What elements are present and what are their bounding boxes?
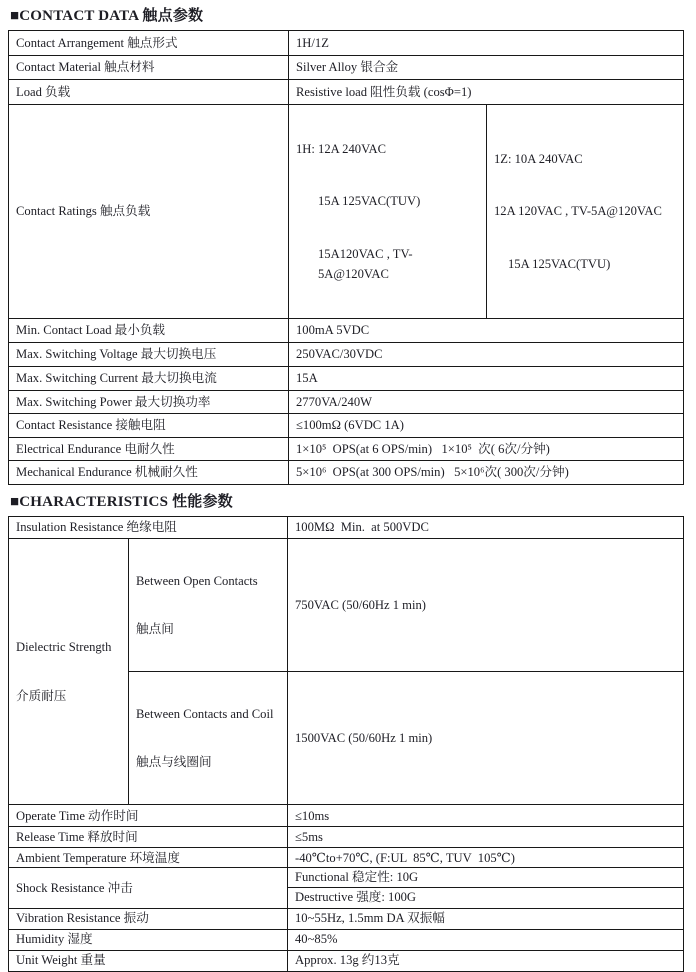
table-row — [9, 413, 684, 437]
table-row — [9, 56, 684, 80]
row-label: Ambient Temperature 环境温度 — [9, 848, 288, 868]
row-label: Contact Arrangement 触点形式 — [9, 31, 289, 56]
section-title-characteristics: ■CHARACTERISTICS 性能参数 — [10, 493, 233, 510]
row-value: ≤5ms — [288, 827, 684, 848]
dielectric-strength-label — [9, 538, 129, 804]
between-open-contacts-zh: 触点间 — [136, 622, 174, 637]
ratings-1h-line: 15A 125VAC(TUV) — [318, 194, 421, 209]
row-value: 1500VAC (50/60Hz 1 min) — [288, 672, 684, 805]
row-value: ≤100mΩ (6VDC 1A) — [289, 413, 684, 437]
between-contacts-coil-label — [129, 672, 288, 805]
row-value: 100mA 5VDC — [289, 318, 684, 342]
table-row — [9, 342, 684, 366]
table-row — [9, 318, 684, 342]
row-label: Unit Weight 重量 — [9, 950, 288, 971]
table-row-dielectric-open — [9, 538, 684, 671]
row-value: 2770VA/240W — [289, 390, 684, 413]
table-row — [9, 950, 684, 971]
row-label: Min. Contact Load 最小负载 — [9, 318, 289, 342]
row-label: Contact Ratings 触点负载 — [9, 105, 289, 319]
dielectric-strength-label-zh: 介质耐压 — [16, 688, 67, 703]
row-value: -40℃to+70℃, (F:UL 85℃, TUV 105℃) — [288, 848, 684, 868]
row-value: 100MΩ Min. at 500VDC — [288, 516, 684, 538]
shock-functional-value: Functional 稳定性: 10G — [288, 868, 684, 887]
row-value: Silver Alloy 银合金 — [289, 56, 684, 80]
table-row — [9, 827, 684, 848]
shock-resistance-label: Shock Resistance 冲击 — [9, 868, 288, 908]
page — [0, 4, 696, 972]
ratings-1z-line: 12A 120VAC , TV-5A@120VAC — [494, 204, 662, 219]
section-title-contact-data: ■CONTACT DATA 触点参数 — [10, 8, 204, 24]
table-row — [9, 929, 684, 950]
row-value: 250VAC/30VDC — [289, 342, 684, 366]
table-row-contact-ratings — [9, 105, 684, 319]
between-open-contacts-label — [129, 538, 288, 671]
table-row — [9, 437, 684, 460]
row-label: Insulation Resistance 绝缘电阻 — [9, 516, 288, 538]
row-label: Max. Switching Voltage 最大切换电压 — [9, 342, 289, 366]
row-label: Humidity 湿度 — [9, 929, 288, 950]
table-row — [9, 848, 684, 868]
contact-data-table — [8, 30, 684, 485]
table-row — [9, 390, 684, 413]
row-value: 1H/1Z — [289, 31, 684, 56]
table-row — [9, 31, 684, 56]
row-label: Max. Switching Current 最大切换电流 — [9, 366, 289, 390]
table-row — [9, 366, 684, 390]
row-value: 15A — [289, 366, 684, 390]
row-label: Load 负载 — [9, 80, 289, 105]
row-label: Max. Switching Power 最大切换功率 — [9, 390, 289, 413]
between-open-contacts-en: Between Open Contacts — [136, 573, 258, 588]
between-contacts-coil-en: Between Contacts and Coil — [136, 706, 274, 721]
row-label: Release Time 释放时间 — [9, 827, 288, 848]
ratings-1h-line: 1H: 12A 240VAC — [296, 141, 387, 156]
shock-destructive-value: Destructive 强度: 100G — [288, 887, 684, 908]
table-row — [9, 516, 684, 538]
row-label: Contact Material 触点材料 — [9, 56, 289, 80]
row-value: 750VAC (50/60Hz 1 min) — [288, 538, 684, 671]
row-label: Operate Time 动作时间 — [9, 805, 288, 827]
dielectric-strength-label-en: Dielectric Strength — [16, 640, 112, 655]
ratings-1h-cell — [289, 105, 487, 319]
characteristics-table — [8, 516, 684, 972]
row-value: Approx. 13g 约13克 — [288, 950, 684, 971]
row-label: Electrical Endurance 电耐久性 — [9, 437, 289, 460]
row-label: Mechanical Endurance 机械耐久性 — [9, 460, 289, 484]
between-contacts-coil-zh: 触点与线圈间 — [136, 755, 212, 770]
table-row-shock-functional — [9, 868, 684, 887]
ratings-1z-line: 1Z: 10A 240VAC — [494, 151, 583, 166]
table-row — [9, 908, 684, 929]
ratings-1h-line: 15A120VAC , TV-5A@120VAC — [318, 247, 413, 282]
row-value: 5×10⁶ OPS(at 300 OPS/min) 5×10⁶次( 300次/分钟) — [289, 460, 684, 484]
row-value: ≤10ms — [288, 805, 684, 827]
ratings-1z-cell — [487, 105, 684, 319]
row-value: Resistive load 阻性负载 (cosΦ=1) — [289, 80, 684, 105]
row-label: Contact Resistance 接触电阻 — [9, 413, 289, 437]
table-row — [9, 805, 684, 827]
row-value: 1×10⁵ OPS(at 6 OPS/min) 1×10⁵ 次( 6次/分钟) — [289, 437, 684, 460]
ratings-1z-line: 15A 125VAC(TVU) — [508, 257, 611, 272]
table-row — [9, 460, 684, 484]
row-label: Vibration Resistance 振动 — [9, 908, 288, 929]
row-value: 40~85% — [288, 929, 684, 950]
row-value: 10~55Hz, 1.5mm DA 双振幅 — [288, 908, 684, 929]
table-row — [9, 80, 684, 105]
